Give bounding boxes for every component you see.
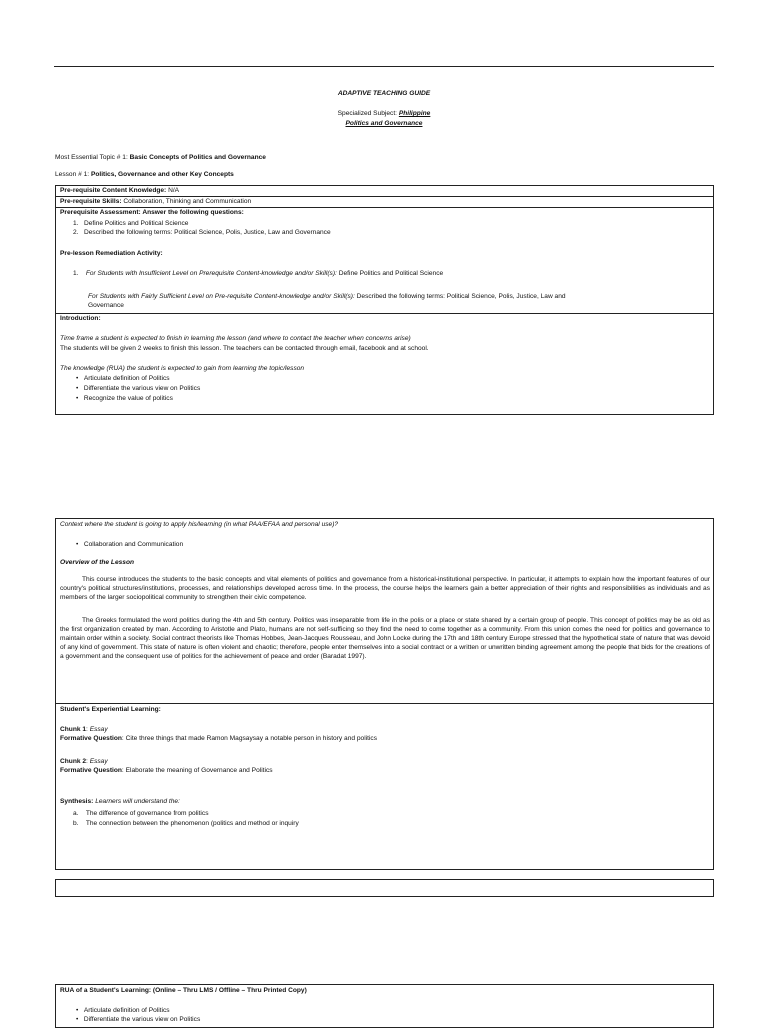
synthesis-item-b-text: The connection between the phenomenon (politics and method or inquiry [85,820,299,827]
rua-item-1-text: Articulate definition of Politics [83,375,170,382]
header-rule [54,66,714,67]
lesson-prefix: Lesson # 1: [55,171,91,178]
assessment-item-2: 2. Described the following terms: Political Science, Polis, Justice, Law and Governance [73,229,331,236]
remediation-1-italic: For Students with Insufficient Level on Prerequisite Content-knowledge and/or Skill(s): [85,270,337,277]
chunk-1-question-text: : Cite three things that made Ramon Magsaysay a notable person in history and politics [121,735,378,742]
remediation-2-cont: Governance [88,302,124,309]
chunk-1-type: Essay [89,726,108,733]
context-item-1-text: Collaboration and Communication [83,541,184,548]
subject-prefix: Specialized Subject: [337,110,399,117]
topic-line [55,153,266,162]
formative-question-label: Formative Question [60,767,122,774]
synthesis-item-a-text: The difference of governance from politics [85,810,209,817]
rua-item-2: • Differentiate the various view on Politics [76,385,201,392]
assessment-item-2-text: Described the following terms: Political Science, Polis, Justice, Law and Governance [84,229,331,236]
synthesis-italic: Learners will understand the: [93,798,180,805]
chunk-2-type: Essay [89,758,108,765]
intro-label: Introduction: [60,315,101,322]
rua-item-3-text: Recognize the value of politics [83,395,173,402]
prereq-knowledge-value: N/A [166,187,180,194]
remediation-item-1: 1. For Students with Insufficient Level on Prerequisite Content-knowledge and/or Skill(s): Define Politics and Political Science [73,270,444,277]
synthesis-item-a: a. The difference of governance from politics [73,810,209,817]
subject-name-1: Philippine [398,110,431,117]
synthesis-item-b: b. The connection between the phenomenon (politics and method or inquiry [73,820,299,827]
topic-title: Basic Concepts of Politics and Governance [129,154,266,161]
synthesis-label: Synthesis: [60,798,94,805]
rua-box-item-1: • Articulate definition of Politics [76,1007,170,1014]
rua-item-3: • Recognize the value of politics [76,395,173,402]
prereq-skills-label: Pre-requisite Skills: [60,198,122,205]
experiential-label: Student's Experiential Learning: [60,706,161,713]
empty-box [55,879,714,897]
context-item-1: • Collaboration and Communication [76,541,184,548]
rua-box-label: RUA of a Student's Learning: (Online – Thru LMS / Offline – Thru Printed Copy) [60,987,307,994]
rua-item-1: • Articulate definition of Politics [76,375,170,382]
rua-label: The knowledge (RUA) the student is expected to gain from learning the topic/lesson [60,365,305,372]
lesson-line [55,170,234,179]
overview-label: Overview of the Lesson [60,559,135,566]
divider [55,703,714,704]
prereq-skills-value: Collaboration, Thinking and Communication [121,198,252,205]
overview-paragraph-1: This course introduces the students to the basic concepts and vital elements of politics and governance from a historical-institutional perspective. In particular, it attempts to explain how the important features of our country's political structures/institutions, processes, and relationships developed across time. In the process, the course helps the learners gain a better appreciation of their rights and responsibilities as individuals and as members of the larger sociopolitical community to strengthen their civic competence. [60,576,710,601]
lesson-title: Politics, Governance and other Key Concepts [90,171,234,178]
assessment-item-1-text: Define Politics and Political Science [84,220,189,227]
timeframe-text: The students will be given 2 weeks to finish this lesson. The teachers can be contacted through email, facebook and at school. [60,345,429,352]
prereq-skills [60,197,710,206]
remediation-item-2 [88,292,688,301]
assessment-item-1: 1. Define Politics and Political Science [73,220,189,227]
chunk-1-label: Chunk 1 [60,726,87,733]
context-label: Context where the student is going to apply his/learning (in what PAA/EFAA and personal use)? [60,521,339,528]
document-title: ADAPTIVE TEACHING GUIDE [337,90,431,97]
prereq-knowledge-label: Pre-requisite Content Knowledge: [60,187,167,194]
chunk-2-label: Chunk 2 [60,758,87,765]
rua-box-item-1-text: Articulate definition of Politics [83,1007,170,1014]
chunk-1: Chunk 1: Essay [60,726,108,733]
remediation-2-text: Described the following terms: Political Science, Polis, Justice, Law and [354,293,566,300]
remediation-2-italic: For Students with Fairly Sufficient Level on Pre-requisite Content-knowledge and/or Skill(s): [88,293,355,300]
subject-name-2: Politics and Governance [345,120,423,127]
formative-question-label: Formative Question [60,735,122,742]
rua-item-2-text: Differentiate the various view on Politics [83,385,201,392]
chunk-2-question-text: : Elaborate the meaning of Governance and Politics [121,767,273,774]
overview-paragraph-2: The Greeks formulated the word politics during the 4th and 5th century. Politics was inseparable from life in the polis or a place or state shared by a certain group of people. This concept of politics may be as old as the first organization created by man. According to Aristotle and Plato, humans are not self-sufficing so they find the need to come together as a community. From this union comes the need for politics and governance to maintain order within a society. Social contract theorists like Thomas Hobbes, Jean-Jacques Rousseau, and John Locke during the 17th and 18th century Europe stressed that the hypothetical state of nature that was devoid of any kind of government. This state of nature is often violent and chaotic; therefore, people enter themselves into a social contract or a written or unwritten binding agreement among the people that bids for the creations of a government and the consequent use of politics for the achievement of peace and order (Baradat 1997). [60,617,710,660]
synthesis [60,797,710,806]
chunk-2: Chunk 2: Essay [60,758,108,765]
remediation-1-text: Define Politics and Political Science [336,270,444,277]
prereq-knowledge [60,186,710,195]
topic-prefix: Most Essential Topic # 1: [55,154,130,161]
rua-box-item-2: • Differentiate the various view on Politics [76,1016,201,1023]
chunk-1-question [60,734,710,743]
prereq-assessment: Prerequisite Assessment: Answer the following questions: [60,209,244,216]
subject-line [54,109,714,118]
rua-box-item-2-text: Differentiate the various view on Politics [83,1016,201,1023]
timeframe-label: Time frame a student is expected to finish in learning the lesson (and where to contact the teacher when concerns arise) [60,335,411,342]
remediation-label: Pre-lesson Remediation Activity: [60,250,163,257]
chunk-2-question [60,766,710,775]
